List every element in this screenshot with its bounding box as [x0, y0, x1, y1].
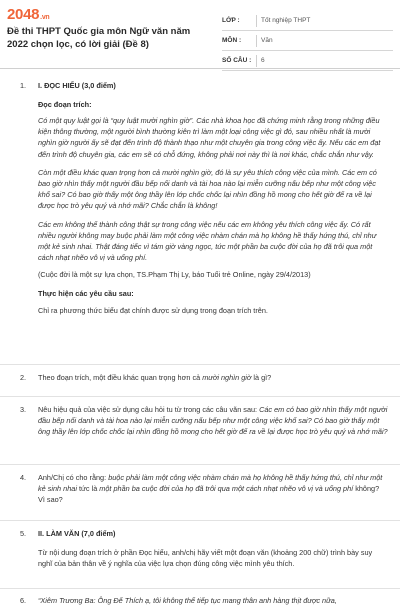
- info-value: Tốt nghiệp THPT: [261, 17, 311, 24]
- header: [0, 0, 400, 66]
- task-heading: Thực hiện các yêu cầu sau:: [38, 288, 134, 298]
- text-part: là gì?: [251, 373, 272, 382]
- question-body: [38, 80, 388, 316]
- info-value: 6: [261, 57, 265, 64]
- question-divider: [0, 396, 400, 397]
- section-heading: I. ĐỌC HIỂU (3,0 điểm): [38, 81, 116, 90]
- text-part: không? Vì sao?: [38, 484, 380, 505]
- question-body: [38, 528, 388, 569]
- text-part: Nêu hiệu quả của việc sử dụng câu hỏi tu từ trong các câu văn sau:: [38, 405, 260, 414]
- text-part: Anh/Chị có cho rằng:: [38, 473, 109, 482]
- info-label: LỚP :: [222, 17, 240, 24]
- passage-paragraph: Các em không thể thành công thật sự trong công việc nếu các em không yêu thích công việc ấy. Có rất nhiều người không may buộc phải làm một công việc nhàm chán mà họ không hề thấy hứng thú, chỉ như một kẻ sinh nhai. Thật đáng tiếc vì tám giờ vàng ngọc, tức một phần ba cuộc đời của họ đã trôi qua một cách nhạt nhẽo vô vị và uổng phí.: [38, 219, 377, 263]
- emphasis: mười nghìn giờ: [202, 373, 252, 382]
- passage-source: (Cuộc đời là một sự lựa chọn, TS.Phạm Thị Ly, báo Tuổi trẻ Online, ngày 29/4/2013): [38, 270, 311, 280]
- section-heading: II. LÀM VĂN (7,0 điểm): [38, 529, 116, 538]
- question-number: 2.: [20, 373, 27, 382]
- site-logo[interactable]: [7, 6, 49, 23]
- question-number: 6.: [20, 596, 27, 605]
- info-value: Văn: [261, 37, 273, 44]
- exam-info: [222, 11, 393, 71]
- info-row-lop: [222, 11, 393, 31]
- header-divider: [0, 68, 400, 69]
- page-title: Đề thi THPT Quốc gia môn Ngữ văn năm 2022 chọn lọc, có lời giải (Đề 8): [7, 26, 191, 50]
- passage-heading: Đọc đoạn trích:: [38, 99, 92, 109]
- question-divider: [0, 364, 400, 365]
- question-text: [38, 404, 388, 438]
- question-number: 1.: [20, 81, 27, 90]
- info-row-mon: [222, 31, 393, 51]
- passage-paragraph: Có một quy luật gọi là “quy luật mười nghìn giờ”. Các nhà khoa học đã chứng minh rằng trong những điều kiện thông thường, một người bình thường kiên trì làm một loại công việc gì đó, sau nhiều nhất là mười nghìn giờ người ấy sẽ đạt đến trình độ thành thạo như một chuyên gia trong công việc ấy. Nếu các em đạt đến trình độ chuyên gia, các em sẽ có chỗ đứng, không phải nơi này thì là nơi khác, chắc chắn như vậy.: [38, 116, 381, 159]
- question-number: 3.: [20, 405, 27, 414]
- question-text: “Xiêm Trương Ba: Ông Đế Thích ạ, tôi không thể tiếp tục mang thân anh hàng thịt được nữa,: [38, 596, 337, 605]
- question-divider: [0, 588, 400, 589]
- info-label: MÔN :: [222, 37, 242, 44]
- question-text: Chỉ ra phương thức biểu đạt chính được sử dụng trong đoạn trích trên.: [38, 306, 268, 316]
- question-text: [38, 372, 388, 383]
- passage-paragraph: Còn một điều khác quan trọng hơn cả mười nghìn giờ, đó là sự yêu thích công việc của mình. Các em có bao giờ nhìn thấy một người đầu bếp nổi danh và tài hoa nào lại miễn cưỡng nấu bếp như một công việc khổ sai? Có bao giờ thấy một ông thầy lên lớp chốc chốc lại nhìn đồng hồ mong cho hết giờ để ra về lại được học trò yêu quý và nhớ mãi? Chắc chắn là không!: [38, 167, 377, 211]
- emphasis: một phần ba cuộc đời của họ đã trôi qua một cách nhạt nhẽo vô vị và uổng phí: [99, 484, 354, 494]
- logo-suffix: .vn: [40, 14, 50, 21]
- question-text: Từ nội dung đoạn trích ở phần Đọc hiểu, anh/chị hãy viết một đoạn văn (khoảng 200 chữ) trình bày suy nghĩ của bản thân về ý nghĩa của việc lựa chọn đúng công việc mình yêu thích.: [38, 547, 373, 568]
- question-divider: [0, 464, 400, 465]
- emphasis: buộc phải làm một công việc nhàm chán mà họ không hề thấy hứng thú, chỉ như một kẻ sinh nhai: [38, 473, 383, 494]
- text-part: tức là: [76, 484, 100, 494]
- question-number: 4.: [20, 473, 27, 482]
- question-divider: [0, 520, 400, 521]
- text-part: Theo đoạn trích, một điều khác quan trọng hơn cả: [38, 373, 203, 382]
- emphasis: Các em có bao giờ nhìn thấy một người đầu bếp nổi danh và tài hoa nào lại miễn cưỡng nấu bếp như một công việc khổ sai? Có bao giờ thấy một ông thầy lên lớp chốc chốc lại nhìn đồng hồ mong cho hết giờ để ra về lại được học trò yêu quý và nhớ mãi?: [38, 405, 388, 437]
- question-text: [38, 472, 388, 506]
- question-number: 5.: [20, 529, 27, 538]
- logo-text: 2048: [7, 6, 40, 23]
- info-label: SỐ CÂU :: [222, 57, 252, 64]
